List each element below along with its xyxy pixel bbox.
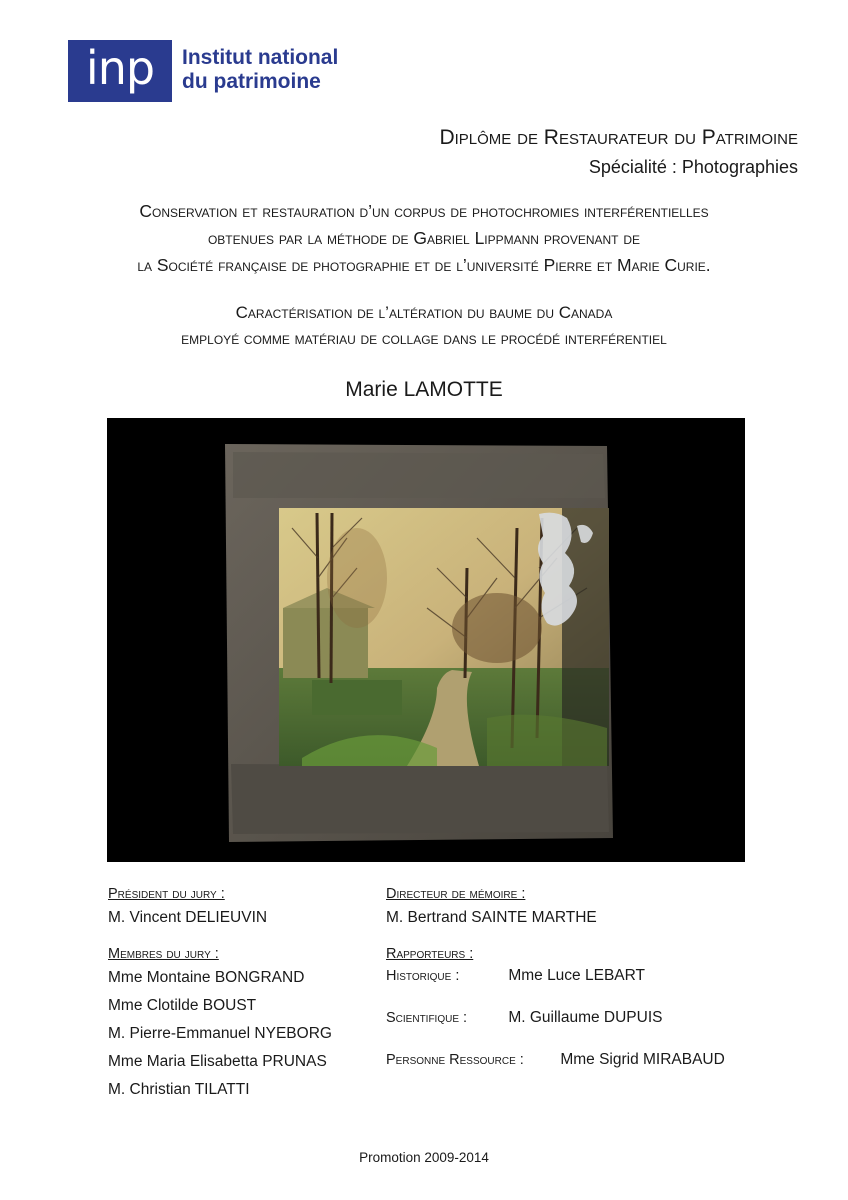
logo-line-2: du patrimoine xyxy=(182,70,321,93)
logo-line-1: Institut national xyxy=(182,46,339,69)
inp-logo xyxy=(68,40,368,102)
jury-member: Mme Montaine BONGRAND xyxy=(108,969,305,986)
speciality: Spécialité : Photographies xyxy=(588,157,798,177)
role-historique: Historique : xyxy=(386,968,460,984)
role-scientifique: Scientifique : xyxy=(386,1010,468,1026)
jury-member: Mme Clotilde BOUST xyxy=(108,997,257,1014)
jury-members-list xyxy=(108,964,378,1104)
promotion-footer: Promotion 2009-2014 xyxy=(359,1150,489,1165)
role-ressource: Personne Ressource : xyxy=(386,1052,524,1068)
thesis-subtitle-line-2: employé comme matériau de collage dans le procédé interférentiel xyxy=(181,329,667,348)
thesis-title-line-1: Conservation et restauration d’un corpus de photochromies interférentielles xyxy=(139,201,709,221)
rapporteurs-label: Rapporteurs : xyxy=(386,946,474,962)
scientifique-name: M. Guillaume DUPUIS xyxy=(508,1009,663,1026)
jury-member: M. Pierre-Emmanuel NYEBORG xyxy=(108,1025,332,1042)
jury-member: M. Christian TILATTI xyxy=(108,1081,250,1098)
president-label: Président du jury : xyxy=(108,886,225,902)
rapporteur-scientifique xyxy=(386,1004,806,1032)
personne-ressource xyxy=(386,1046,806,1074)
author-name: Marie LAMOTTE xyxy=(345,378,503,401)
ressource-name: Mme Sigrid MIRABAUD xyxy=(560,1051,725,1068)
thesis-title xyxy=(50,198,798,279)
jury-column xyxy=(108,886,378,1104)
thesis-title-line-3: la Société française de photographie et de l’université Pierre et Marie Curie. xyxy=(137,255,711,275)
thesis-subtitle xyxy=(50,300,798,352)
diploma-title: Diplôme de Restaurateur du Patrimoine xyxy=(439,126,798,149)
directeur-label: Directeur de mémoire : xyxy=(386,886,526,902)
jury-member: Mme Maria Elisabetta PRUNAS xyxy=(108,1053,327,1070)
cover-photograph xyxy=(107,418,745,862)
thesis-title-line-2: obtenues par la méthode de Gabriel Lippmann provenant de xyxy=(207,228,641,248)
logo-mark: inp xyxy=(68,40,172,102)
logo-wordmark xyxy=(182,46,338,94)
lippmann-plate-illustration xyxy=(107,418,745,862)
directeur-name: M. Bertrand SAINTE MARTHE xyxy=(386,909,597,926)
historique-name: Mme Luce LEBART xyxy=(508,967,645,984)
rapporteur-historique xyxy=(386,962,806,990)
direction-column xyxy=(386,886,806,1074)
members-label: Membres du jury : xyxy=(108,946,219,962)
president-name: M. Vincent DELIEUVIN xyxy=(108,909,268,926)
thesis-subtitle-line-1: Caractérisation de l’altération du baume du Canada xyxy=(235,303,613,322)
